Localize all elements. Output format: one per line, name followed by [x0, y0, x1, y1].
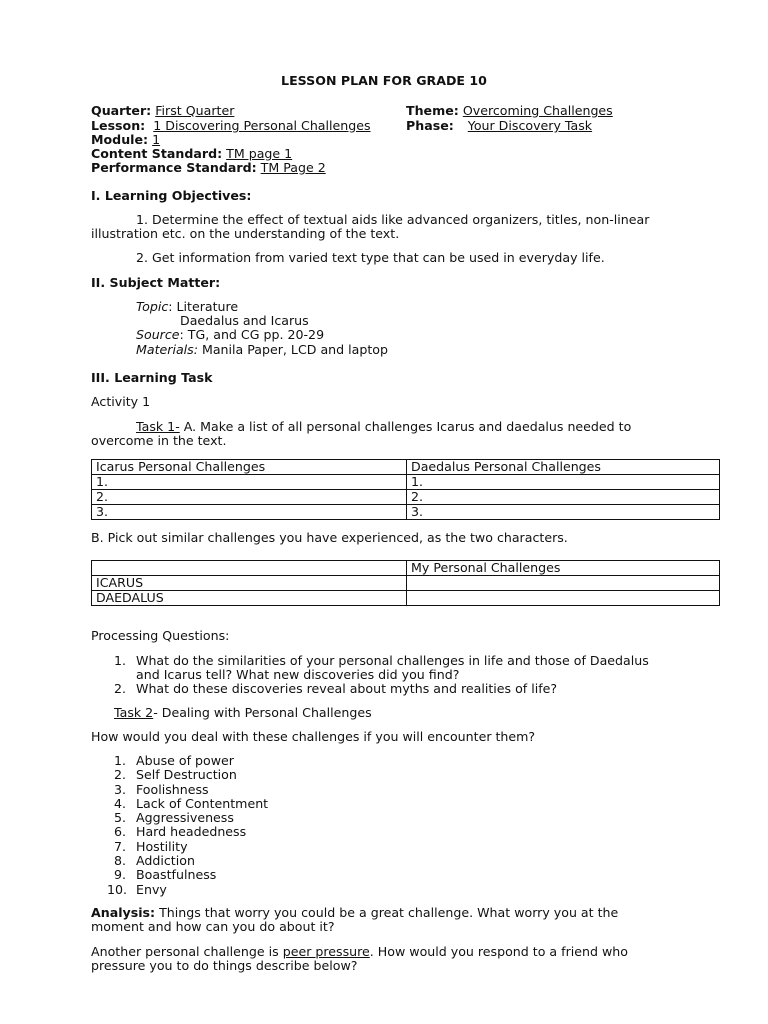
- quarter-line: [91, 104, 234, 119]
- task1-line2: overcome in the text.: [91, 433, 227, 448]
- table-cell[interactable]: 3.: [92, 505, 407, 520]
- list-item: 5. Aggressiveness: [114, 810, 234, 826]
- objective-1-line2: illustration etc. on the understanding of the text.: [91, 226, 400, 241]
- task2-line: [114, 706, 372, 721]
- materials-line: [136, 343, 388, 358]
- table-row: [92, 505, 720, 520]
- source-label: Source: [136, 327, 180, 342]
- deal-question: How would you deal with these challenges if you will encounter them?: [91, 729, 536, 744]
- table-cell[interactable]: [407, 591, 720, 606]
- materials-value: Manila Paper, LCD and laptop: [197, 342, 388, 357]
- topic-value: : Literature: [168, 299, 239, 314]
- list-item: 7. Hostility: [114, 838, 188, 854]
- list-item: 4. Lack of Contentment: [114, 795, 269, 811]
- personal-challenges-table: [91, 560, 720, 606]
- peer-pressure-term: peer pressure: [282, 944, 370, 959]
- task1-label: Task 1-: [136, 419, 180, 434]
- question-1-line2: and Icarus tell? What new discoveries did you find?: [136, 667, 460, 682]
- theme-value: Overcoming Challenges: [462, 103, 613, 118]
- phase-value: Your Discovery Task: [467, 118, 593, 133]
- module-value: 1: [152, 132, 161, 147]
- list-item: 6. Hard headedness: [114, 824, 247, 840]
- learning-task-heading: III. Learning Task: [91, 370, 213, 385]
- table-cell[interactable]: 3.: [407, 505, 720, 520]
- performance-standard-label: Performance Standard:: [91, 160, 257, 175]
- table-cell[interactable]: 1.: [407, 475, 720, 490]
- table-header-row: [92, 460, 720, 475]
- table-row: [92, 576, 720, 591]
- materials-label: Materials:: [136, 342, 198, 357]
- question-2-number: 2.: [114, 681, 127, 696]
- lesson-value: 1 Discovering Personal Challenges: [153, 118, 371, 133]
- table-row-label-daedalus: DAEDALUS: [92, 591, 407, 606]
- question-1-line1: What do the similarities of your personal challenges in life and those of Daedalus: [136, 653, 649, 668]
- table-row: [92, 591, 720, 606]
- processing-heading: Processing Questions:: [91, 628, 230, 643]
- theme-line: [406, 104, 613, 119]
- quarter-label: Quarter:: [91, 103, 152, 118]
- peer-pre-text: Another personal challenge is: [91, 944, 283, 959]
- objectives-heading: I. Learning Objectives:: [91, 188, 252, 203]
- performance-standard-value: TM Page 2: [260, 160, 326, 175]
- objective-1-line1: 1. Determine the effect of textual aids like advanced organizers, titles, non-linear: [136, 212, 650, 227]
- challenges-list: [107, 753, 269, 897]
- table-header-icarus: Icarus Personal Challenges: [92, 460, 407, 475]
- list-item: 2. Self Destruction: [114, 767, 237, 783]
- peer-post-text: . How would you respond to a friend who: [369, 944, 628, 959]
- peer-pressure-line2: pressure you to do things describe below?: [91, 958, 358, 973]
- table-cell[interactable]: 1.: [92, 475, 407, 490]
- source-value: : TG, and CG pp. 20-29: [179, 327, 325, 342]
- activity-label: Activity 1: [91, 394, 151, 409]
- question-1-number: 1.: [114, 653, 127, 668]
- subject-heading: II. Subject Matter:: [91, 275, 221, 290]
- source-line: [136, 328, 324, 343]
- analysis-text: Things that worry you could be a great challenge. What worry you at the: [155, 905, 619, 920]
- challenges-table: [91, 459, 720, 520]
- table-cell[interactable]: 2.: [92, 490, 407, 505]
- objective-2: 2. Get information from varied text type that can be used in everyday life.: [136, 250, 605, 265]
- part-b-prompt: B. Pick out similar challenges you have experienced, as the two characters.: [91, 530, 568, 545]
- page-title: LESSON PLAN FOR GRADE 10: [281, 73, 487, 88]
- topic-label: Topic: [136, 299, 169, 314]
- table-header-my-challenges: My Personal Challenges: [407, 561, 720, 576]
- lesson-label: Lesson:: [91, 118, 146, 133]
- table-header-daedalus: Daedalus Personal Challenges: [407, 460, 720, 475]
- module-label: Module:: [91, 132, 149, 147]
- task2-label: Task 2: [114, 705, 154, 720]
- list-item: 3. Foolishness: [114, 781, 209, 797]
- list-item: 1. Abuse of power: [114, 753, 234, 768]
- table-row: [92, 475, 720, 490]
- theme-label: Theme:: [406, 103, 459, 118]
- list-item: 8. Addiction: [114, 853, 195, 869]
- question-2: What do these discoveries reveal about myths and realities of life?: [136, 681, 558, 696]
- analysis-label: Analysis:: [91, 905, 156, 920]
- table-header-empty: [92, 561, 407, 576]
- phase-label: Phase:: [406, 118, 454, 133]
- topic-sub: Daedalus and Icarus: [180, 313, 309, 328]
- analysis-line2: moment and how can you do about it?: [91, 919, 335, 934]
- quarter-value: First Quarter: [155, 103, 235, 118]
- list-item: 9. Boastfulness: [114, 867, 217, 883]
- table-cell[interactable]: 2.: [407, 490, 720, 505]
- content-standard-value: TM page 1: [226, 146, 293, 161]
- list-item: 10. Envy: [107, 881, 167, 897]
- table-row: [92, 490, 720, 505]
- performance-standard-line: [91, 161, 326, 176]
- task1-text: A. Make a list of all personal challenges Icarus and daedalus needed to: [179, 419, 632, 434]
- table-header-row: [92, 561, 720, 576]
- phase-line: [406, 119, 592, 134]
- content-standard-label: Content Standard:: [91, 146, 223, 161]
- table-cell[interactable]: [407, 576, 720, 591]
- table-row-label-icarus: ICARUS: [92, 576, 407, 591]
- task2-text: - Dealing with Personal Challenges: [153, 705, 372, 720]
